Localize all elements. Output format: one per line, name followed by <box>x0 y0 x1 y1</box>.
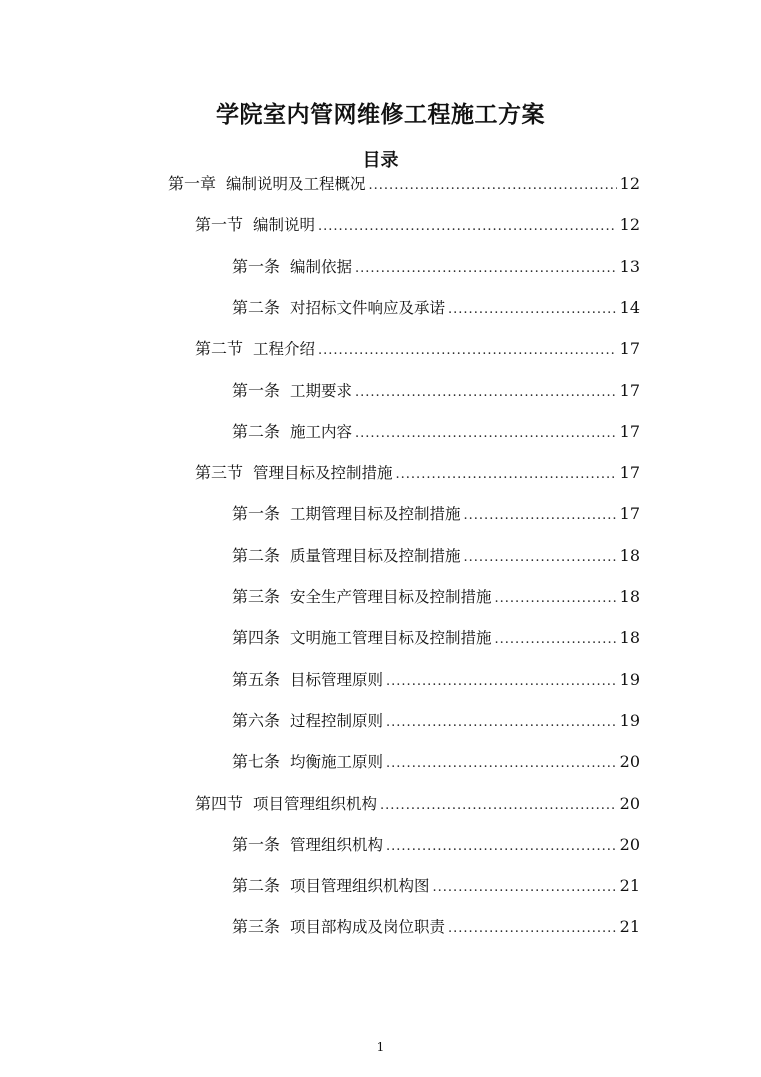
toc-entry[interactable] <box>232 915 640 939</box>
toc-entry-page: 18 <box>619 628 640 648</box>
toc-entry[interactable] <box>168 172 640 196</box>
toc-entry-number: 第三条 <box>232 587 281 606</box>
toc-dot-leader <box>386 835 617 859</box>
toc-entry-number: 第一章 <box>168 174 217 193</box>
toc-entry-page: 17 <box>619 421 640 441</box>
toc-dot-leader <box>355 422 617 446</box>
toc-entry[interactable] <box>232 626 640 650</box>
toc-entry[interactable] <box>232 750 640 774</box>
toc-entry-title: 目标管理原则 <box>290 670 384 689</box>
toc-entry-title: 安全生产管理目标及控制措施 <box>290 588 492 606</box>
toc-entry-number: 第二条 <box>232 545 281 565</box>
toc-entry-page: 18 <box>619 545 640 565</box>
toc-entry[interactable] <box>232 255 640 279</box>
toc-entry-title: 质量管理目标及控制措施 <box>290 546 461 565</box>
toc-heading: 目录 <box>362 150 399 171</box>
toc-entry-title: 均衡施工原则 <box>290 753 384 772</box>
toc-dot-leader <box>386 752 617 776</box>
toc-entry-number: 第七条 <box>232 752 281 772</box>
toc-entry-number: 第二节 <box>195 339 244 359</box>
toc-dot-leader <box>433 876 617 900</box>
toc-entry-number: 第一条 <box>232 504 281 524</box>
toc-entry-page: 21 <box>619 876 640 896</box>
toc-entry-title: 项目部构成及岗位职责 <box>290 918 446 937</box>
toc-entry-title: 文明施工管理目标及控制措施 <box>290 629 492 648</box>
toc-dot-leader <box>380 794 617 818</box>
toc-entry[interactable] <box>232 585 640 609</box>
toc-entry[interactable] <box>232 874 640 898</box>
toc-entry-page: 17 <box>619 504 640 524</box>
toc-entry-number: 第二条 <box>232 297 281 317</box>
toc-entry-title: 编制说明及工程概况 <box>226 175 366 193</box>
toc-dot-leader <box>355 381 617 405</box>
toc-dot-leader <box>448 917 617 941</box>
toc-entry-title: 管理组织机构 <box>290 835 384 854</box>
toc-entry[interactable] <box>232 709 640 733</box>
toc-entry-title: 编制说明 <box>253 216 316 235</box>
toc-dot-leader <box>318 215 617 239</box>
toc-entry[interactable] <box>232 296 640 320</box>
toc-dot-leader <box>386 670 617 694</box>
toc-entry-page: 12 <box>619 215 640 235</box>
toc-entry[interactable] <box>232 379 640 403</box>
toc-dot-leader <box>396 463 617 487</box>
toc-entry-title: 工期要求 <box>290 381 353 400</box>
toc-entry-page: 17 <box>619 339 640 359</box>
toc-dot-leader <box>448 298 617 322</box>
toc-entry[interactable] <box>232 544 640 568</box>
toc-entry-page: 14 <box>619 297 640 317</box>
toc-entry-page: 17 <box>619 380 640 400</box>
toc-entry-title: 项目管理组织机构图 <box>290 877 430 896</box>
toc-entry-number: 第四条 <box>232 628 281 648</box>
toc-entry-page: 12 <box>619 174 640 193</box>
toc-entry-page: 20 <box>619 834 640 854</box>
toc-entry-number: 第一节 <box>195 215 244 235</box>
toc-entry-number: 第一条 <box>232 380 281 400</box>
toc-entry-title: 对招标文件响应及承诺 <box>290 298 446 317</box>
toc-entry-number: 第五条 <box>232 669 281 689</box>
toc-dot-leader <box>495 628 617 652</box>
toc-entry-page: 21 <box>619 917 640 937</box>
toc-entry-number: 第二条 <box>232 876 281 896</box>
toc-entry[interactable] <box>195 792 640 816</box>
toc-entry-page: 20 <box>619 752 640 772</box>
toc-entry[interactable] <box>232 833 640 857</box>
toc-entry-page: 19 <box>619 710 640 730</box>
toc-entry[interactable] <box>232 502 640 526</box>
toc-dot-leader <box>386 711 617 735</box>
toc-entry-number: 第二条 <box>232 421 281 441</box>
toc-entry-title: 过程控制原则 <box>290 711 384 730</box>
toc-entry-title: 工期管理目标及控制措施 <box>290 505 461 524</box>
toc-dot-leader <box>495 587 617 611</box>
toc-entry-page: 19 <box>619 669 640 689</box>
toc-entry[interactable] <box>195 461 640 485</box>
toc-dot-leader <box>464 546 617 570</box>
toc-entry[interactable] <box>232 668 640 692</box>
toc-entry-page: 18 <box>619 587 640 606</box>
toc-entry[interactable] <box>195 213 640 237</box>
toc-entry-title: 项目管理组织机构 <box>253 794 378 813</box>
toc-entry-title: 管理目标及控制措施 <box>253 464 393 483</box>
toc-entry-number: 第四节 <box>195 793 244 813</box>
toc-entry-number: 第一条 <box>232 834 281 854</box>
toc-entry-page: 13 <box>619 256 640 276</box>
toc-entry-number: 第三条 <box>232 917 281 937</box>
toc-dot-leader <box>369 174 617 198</box>
toc-dot-leader <box>318 339 617 363</box>
toc-entry-title: 工程介绍 <box>253 340 316 359</box>
document-title: 学院室内管网维修工程施工方案 <box>216 102 545 128</box>
toc-entry-title: 编制依据 <box>290 257 353 276</box>
toc-entry[interactable] <box>195 337 640 361</box>
toc-entry-page: 17 <box>619 463 640 483</box>
toc-entry-number: 第一条 <box>232 256 281 276</box>
toc-entry-number: 第六条 <box>232 710 281 730</box>
toc-dot-leader <box>464 504 617 528</box>
toc-entry-page: 20 <box>619 793 640 813</box>
page-number: 1 <box>376 1040 385 1054</box>
toc-entry-title: 施工内容 <box>290 422 353 441</box>
toc-entry[interactable] <box>232 420 640 444</box>
toc-entry-number: 第三节 <box>195 463 244 483</box>
toc-dot-leader <box>355 257 617 281</box>
